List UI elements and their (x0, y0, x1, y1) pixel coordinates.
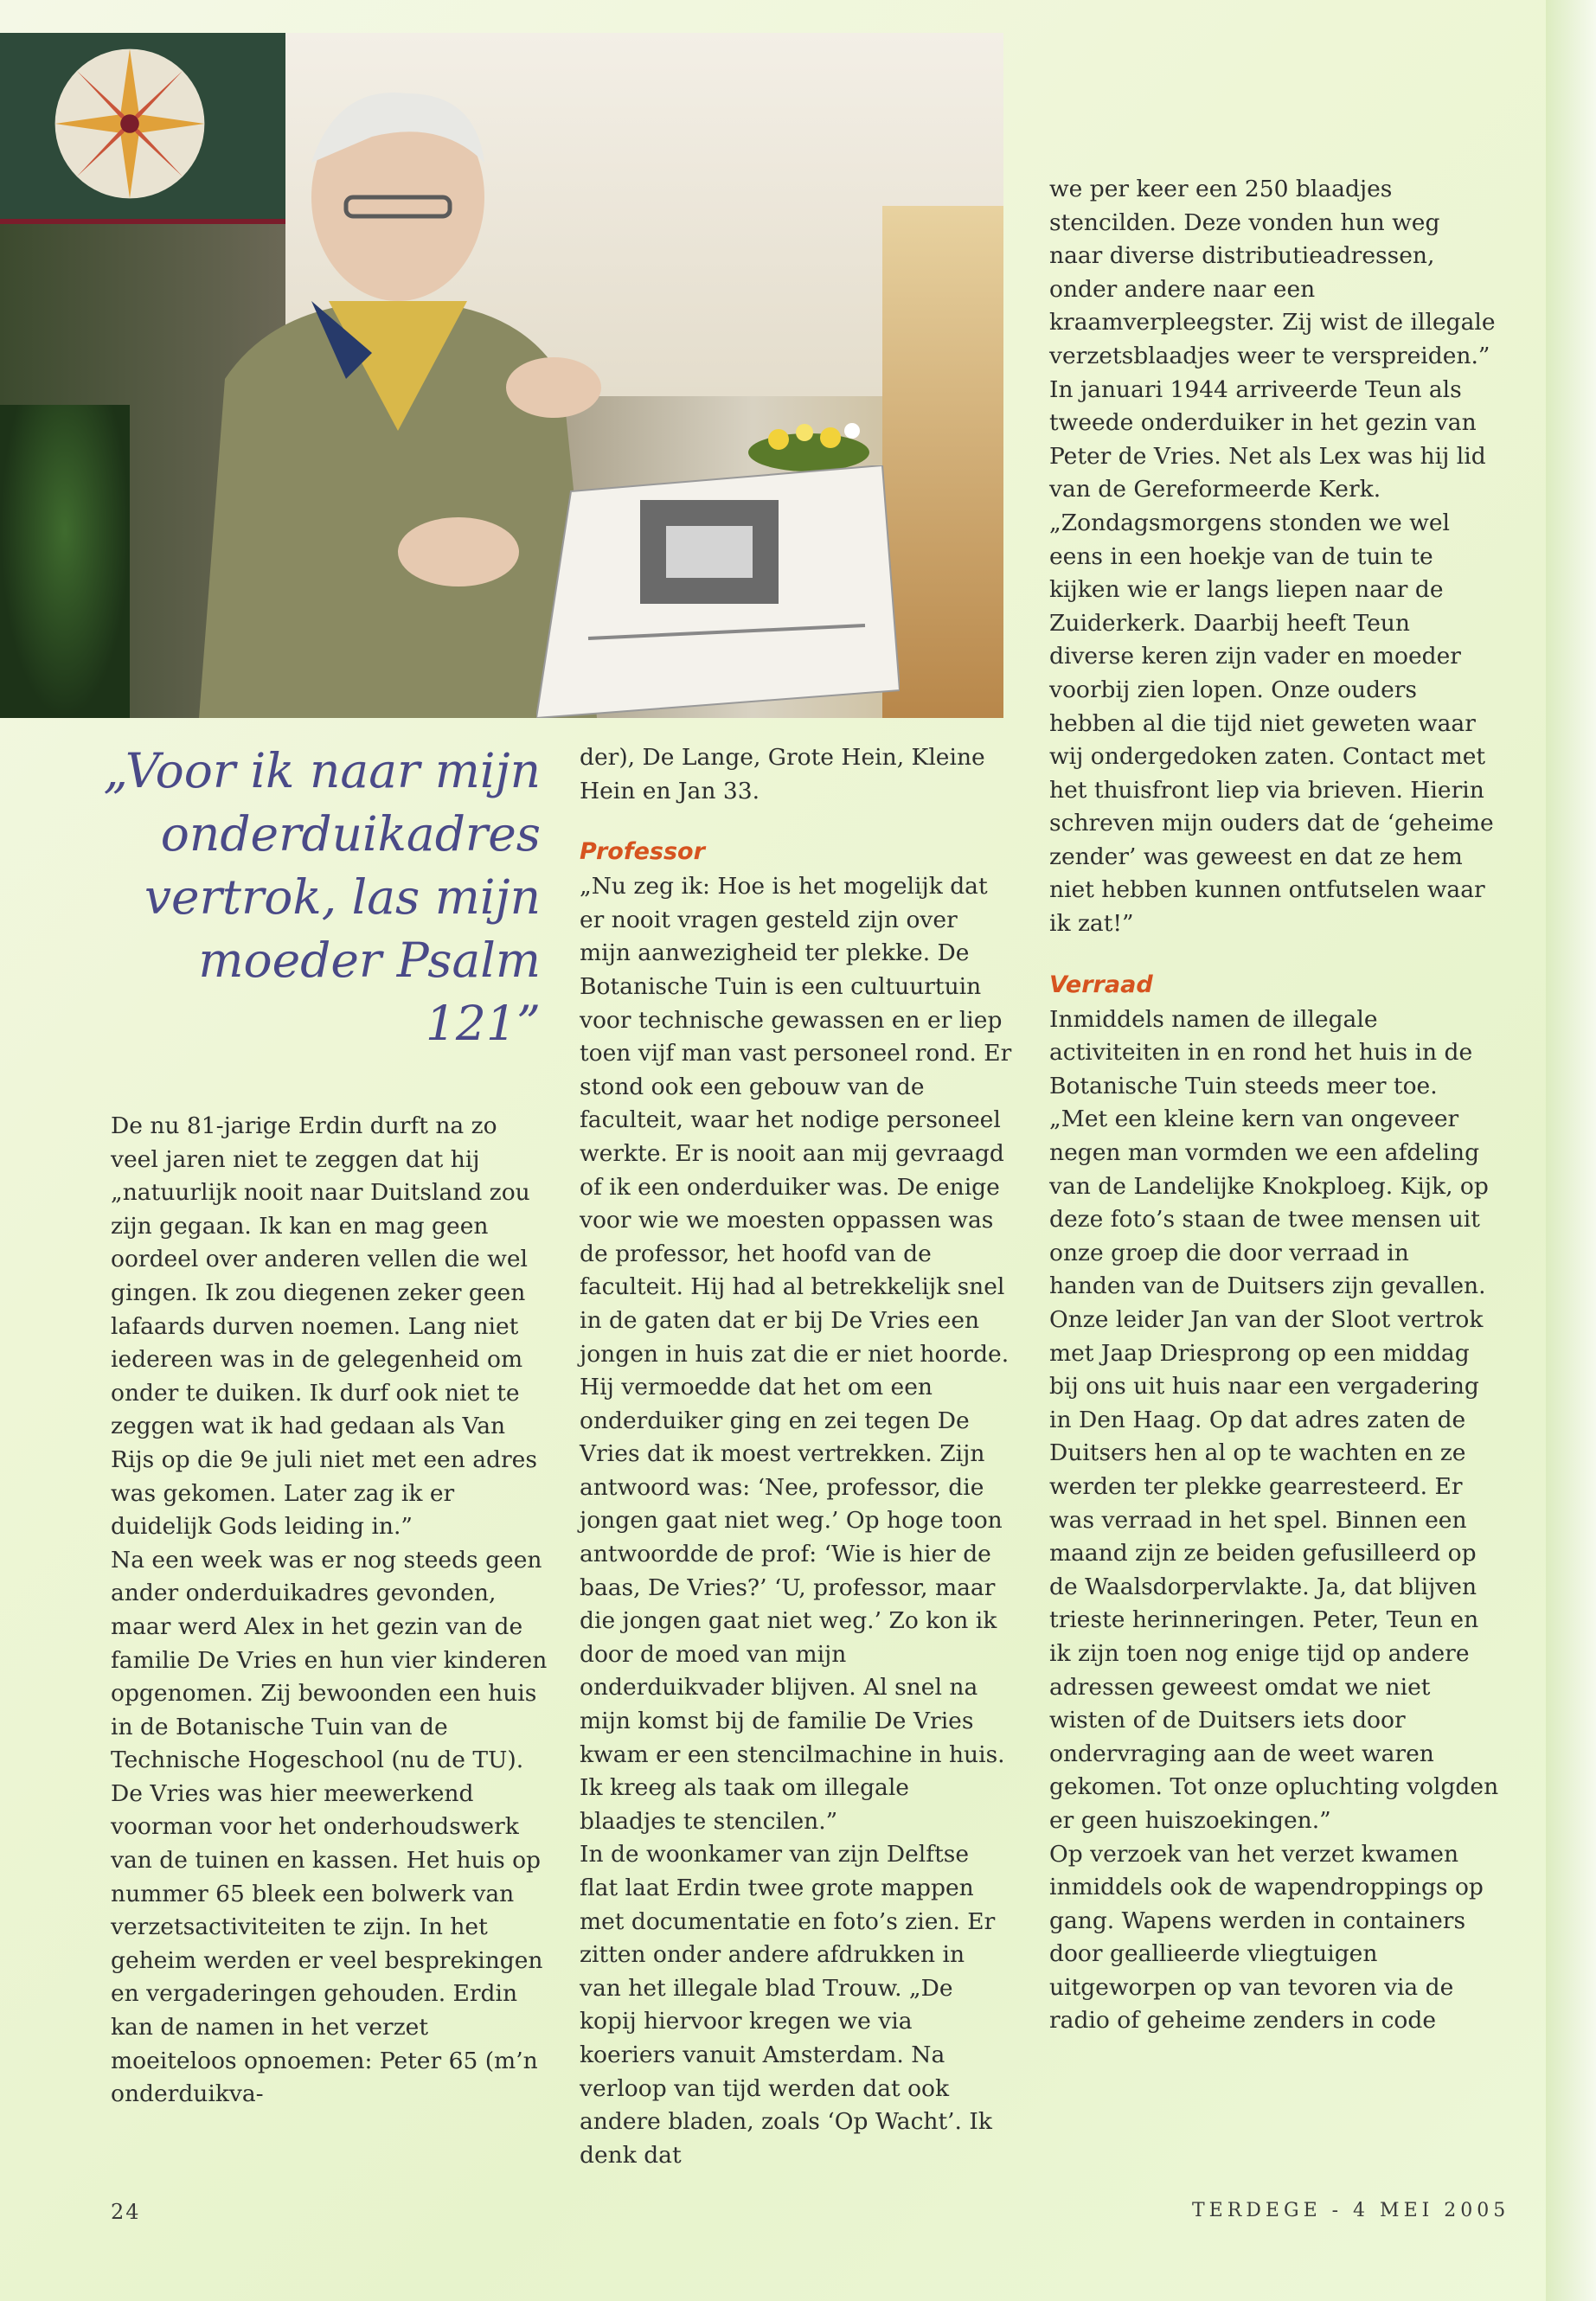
pull-quote: „Voor ik naar mijn onderduikadres vertrok, las mijn moeder Psalm 121” (103, 743, 541, 1051)
publication-footer: TERDEGE - 4 MEI 2005 (1192, 2200, 1510, 2221)
column-3 (1049, 173, 1499, 2038)
paragraph: Na een week was er nog steeds geen ander onderduikadres gevonden, maar werd Alex in het gezin van de familie De Vries en hun vier kinderen opgenomen. Zij bewoonden een huis in de Botanische Tuin van de Technische Hogeschool (nu de TU). De Vries was hier meewerkend voorman voor het onderhoudswerk van de tuinen en kassen. Het huis op nummer 65 bleek een bolwerk van verzetsactiviteiten te zijn. In het geheim werden er veel besprekingen en vergaderingen gehouden. Erdin kan de namen in het verzet moeiteloos opnoemen: Peter 65 (m’n onderduikva- (111, 1546, 548, 2108)
wicker-chair (882, 206, 1003, 718)
paragraph: In januari 1944 arriveerde Teun als tweede onderduiker in het gezin van Peter de Vries. Net als Lex was hij lid van de Gereformeerde Kerk. „Zondagsmorgens stonden we wel eens in een hoekje van de tuin te kijken wie er langs liepen naar de Zuiderkerk. Daarbij heeft Teun diverse keren zijn vader en moeder voorbij zien lopen. Onze ouders hebben al die tijd niet geweten waar wij ondergedoken zaten. Contact met het thuisfront liep via brieven. Hierin schreven mijn ouders dat de ‘geheime zender’ was geweest en dat ze hem niet hebben kunnen ontfutselen waar ik zat!” (1049, 375, 1494, 938)
page-edge (1546, 0, 1596, 2301)
article-photo (0, 33, 1003, 718)
photo-album-icon (536, 465, 900, 718)
paragraph: Inmiddels namen de illegale activiteiten in en rond het huis in de Botanische Tuin steeds meer toe. „Met een kleine kern van ongeveer negen man vormden we een afdeling van de Landelijke Knokploeg. Kijk, op deze foto’s staan de twee mensen uit onze groep die door verraad in handen van de Duitsers zijn gevallen. Onze leider Jan van der Sloot vertrok met Jaap Driesprong op een middag bij ons uit huis naar een vergadering in Den Haag. Op dat adres zaten de Duitsers hen al op te wachten en ze werden ter plekke gearresteerd. Er was verraad in het spel. Binnen een maand zijn ze beiden gefusilleerd op de Waalsdorpervlakte. Ja, dat blijven trieste herinneringen. Peter, Teun en ik zijn toen nog enige tijd op andere adressen geweest omdat we niet wisten of de Duitsers iets door ondervraging aan de weet waren gekomen. Tot onze opluchting volgden er geen huiszoekingen.” (1049, 1005, 1499, 1834)
plant (0, 405, 130, 718)
column-1 (111, 1110, 548, 2112)
column-2 (580, 741, 1012, 2172)
paragraph: In de woonkamer van zijn Delftse flat laat Erdin twee grote mappen met documentatie en foto’s zien. Er zitten onder andere afdrukken in van het illegale blad Trouw. „De kopij hiervoor kregen we via koeriers vanuit Amsterdam. Na verloop van tijd werden dat ook andere bladen, zoals ‘Op Wacht’. Ik denk dat (580, 1841, 996, 2169)
paragraph: we per keer een 250 blaadjes stencilden. Deze vonden hun weg naar diverse distributieadressen, onder andere naar een kraamverpleegster. Zij wist de illegale verzetsblaadjes weer te verspreiden.” (1049, 176, 1496, 369)
flower-pot-icon (744, 405, 874, 474)
page-number: 24 (111, 2200, 141, 2224)
paragraph: „Nu zeg ik: Hoe is het mogelijk dat er nooit vragen gesteld zijn over mijn aanwezigheid ter plekke. De Botanische Tuin is een cultuurtuin voor technische gewassen en er liep toen vijf man vast personeel rond. Er stond ook een gebouw van de faculteit, waar het nodige personeel werkte. Er is nooit aan mij gevraagd of ik een onderduiker was. De enige voor wie we moesten oppassen was de professor, het hoofd van de faculteit. Hij had al betrekkelijk snel in de gaten dat er bij De Vries een jongen in huis zat die er niet hoorde. Hij vermoedde dat het om een onderduiker ging en zei tegen De Vries dat ik moest vertrekken. Zijn antwoord was: ‘Nee, professor, die jongen gaat niet weg.’ Op hoge toon antwoordde de prof: ‘Wie is hier de baas, De Vries?’ ‘U, professor, maar die jongen gaat niet weg.’ Zo kon ik door de moed van mijn onderduikvader blijven. Al snel na mijn komst bij de familie De Vries kwam er een stencilmachine in huis. Ik kreeg als taak om illegale blaadjes te stencilen.” (580, 873, 1012, 1835)
paragraph: Op verzoek van het verzet kwamen inmiddels ook de wapendroppings op gang. Wapens werden in containers door geallieerde vliegtuigen uitgeworpen op van tevoren via de radio of geheime zenders in code (1049, 1840, 1484, 2035)
paragraph: der), De Lange, Grote Hein, Kleine Hein en Jan 33. (580, 744, 985, 804)
paragraph: De nu 81-jarige Erdin durft na zo veel jaren niet te zeggen dat hij „natuurlijk nooit naar Duitsland zou zijn gegaan. Ik kan en mag geen oordeel over anderen vellen die wel gingen. Ik zou diegenen zeker geen lafaards durven noemen. Lang niet iedereen was in de gelegenheid om onder te duiken. Ik durf ook niet te zeggen wat ik had gedaan als Van Rijs op die 9e juli niet met een adres was gekomen. Later zag ik er duidelijk Gods leiding in.” (111, 1112, 537, 1541)
section-heading-verraad: Verraad (1049, 971, 1153, 998)
section-heading-professor: Professor (580, 838, 705, 866)
